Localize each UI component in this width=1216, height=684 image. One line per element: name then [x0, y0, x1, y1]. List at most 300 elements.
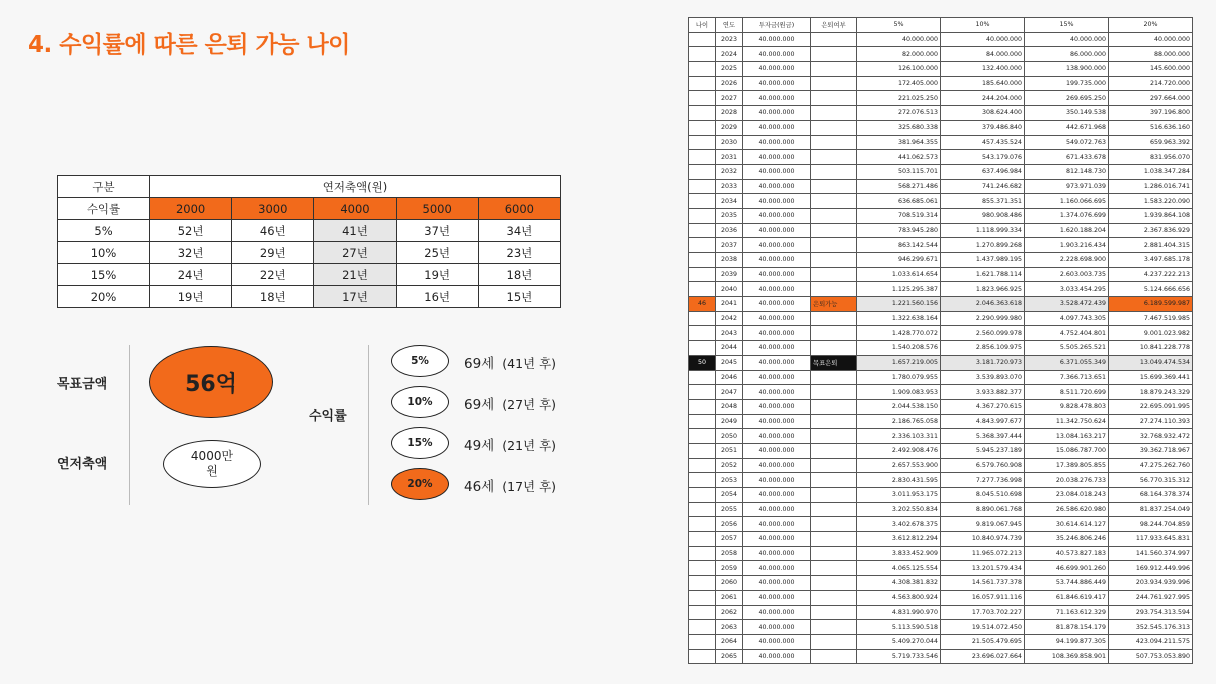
- table-cell: 13.084.163.217: [1025, 429, 1109, 444]
- table-cell: 671.433.678: [1025, 150, 1109, 165]
- table-row: [689, 532, 1193, 547]
- annual-saving-unit: 원: [206, 464, 218, 478]
- table-cell: [811, 253, 857, 268]
- table-cell: 4.367.270.615: [941, 399, 1025, 414]
- annual-saving-oval: [163, 440, 261, 488]
- table-cell: 2064: [716, 634, 743, 649]
- table-cell: 3.612.812.294: [857, 532, 941, 547]
- table-row: [689, 76, 1193, 91]
- table-cell: 2051: [716, 443, 743, 458]
- table-cell: 973.971.039: [1025, 179, 1109, 194]
- table-cell: 40.000.000: [743, 576, 811, 591]
- table-cell: [689, 649, 716, 664]
- rate-label: 수익률: [58, 198, 150, 220]
- table-cell: [811, 311, 857, 326]
- table-cell: 46: [689, 297, 716, 312]
- table-cell: 543.179.076: [941, 150, 1025, 165]
- annual-saving-label: 연저축액: [57, 457, 108, 472]
- table-cell: 10.841.228.778: [1109, 341, 1193, 356]
- table-cell: 503.115.701: [857, 164, 941, 179]
- table-cell: 18.879.243.329: [1109, 385, 1193, 400]
- years-cell: 34년: [478, 220, 560, 242]
- table-row: [689, 576, 1193, 591]
- table-cell: 40.000.000: [743, 458, 811, 473]
- table-row: [689, 47, 1193, 62]
- table-cell: 2053: [716, 473, 743, 488]
- table-cell: 2.881.404.315: [1109, 238, 1193, 253]
- table-cell: 2048: [716, 399, 743, 414]
- table-cell: 3.011.953.175: [857, 488, 941, 503]
- table-row: [689, 120, 1193, 135]
- table-cell: 40.000.000: [857, 32, 941, 47]
- table-cell: [689, 106, 716, 121]
- table-row: [689, 429, 1193, 444]
- table-cell: 2050: [716, 429, 743, 444]
- table-cell: 82.000.000: [857, 47, 941, 62]
- years-cell: 41년: [314, 220, 396, 242]
- table-cell: 1.620.188.204: [1025, 223, 1109, 238]
- table-cell: 2.856.109.975: [941, 341, 1025, 356]
- years-cell: 17년: [314, 286, 396, 308]
- years-cell: 15년: [478, 286, 560, 308]
- table-cell: 40.000.000: [743, 76, 811, 91]
- rate-pill: 5%: [391, 345, 449, 377]
- table-cell: 9.819.067.945: [941, 517, 1025, 532]
- table-row: [689, 473, 1193, 488]
- table-cell: 381.964.355: [857, 135, 941, 150]
- table-cell: 2042: [716, 311, 743, 326]
- table-cell: 269.695.250: [1025, 91, 1109, 106]
- table-cell: 94.199.877.305: [1025, 634, 1109, 649]
- table-cell: 516.636.160: [1109, 120, 1193, 135]
- table-cell: [689, 120, 716, 135]
- table-cell: 35.246.806.246: [1025, 532, 1109, 547]
- table-cell: [811, 532, 857, 547]
- table-cell: 1.909.083.953: [857, 385, 941, 400]
- table-cell: 507.753.053.890: [1109, 649, 1193, 664]
- table-cell: [689, 91, 716, 106]
- years-after: (41년 후): [502, 356, 557, 371]
- table-cell: 40.000.000: [743, 341, 811, 356]
- table-cell: 20.038.276.733: [1025, 473, 1109, 488]
- table-cell: [811, 399, 857, 414]
- table-cell: 7.277.736.998: [941, 473, 1025, 488]
- target-amount-label: 목표금액: [57, 377, 108, 392]
- table-cell: [811, 605, 857, 620]
- table-cell: 2030: [716, 135, 743, 150]
- table-cell: 2036: [716, 223, 743, 238]
- table-cell: 40.000.000: [743, 106, 811, 121]
- table-cell: 40.000.000: [743, 91, 811, 106]
- table-row: [689, 150, 1193, 165]
- table-row: [689, 517, 1193, 532]
- table-cell: 40.000.000: [743, 179, 811, 194]
- rate-cell: 5%: [58, 220, 150, 242]
- retire-age: 49세: [464, 438, 495, 454]
- table-cell: 40.000.000: [743, 429, 811, 444]
- table-cell: 1.780.079.955: [857, 370, 941, 385]
- table-row: [689, 326, 1193, 341]
- table-cell: [689, 370, 716, 385]
- table-cell: 13.201.579.434: [941, 561, 1025, 576]
- table-cell: [811, 502, 857, 517]
- table-cell: 39.362.718.967: [1109, 443, 1193, 458]
- table-row: [689, 590, 1193, 605]
- table-cell: 40.000.000: [743, 223, 811, 238]
- table-cell: 40.000.000: [743, 297, 811, 312]
- amount-cell: 5000: [396, 198, 478, 220]
- table-cell: 40.000.000: [743, 32, 811, 47]
- table-cell: 71.163.612.329: [1025, 605, 1109, 620]
- table-cell: [689, 267, 716, 282]
- table-cell: 185.640.000: [941, 76, 1025, 91]
- column-header: 나이: [689, 18, 716, 33]
- table-cell: [689, 208, 716, 223]
- table-cell: [811, 76, 857, 91]
- table-cell: 1.160.066.695: [1025, 194, 1109, 209]
- table-cell: 1.428.770.072: [857, 326, 941, 341]
- table-row: [689, 605, 1193, 620]
- table-cell: 40.000.000: [743, 532, 811, 547]
- table-cell: [689, 502, 716, 517]
- table-cell: 169.912.449.996: [1109, 561, 1193, 576]
- table-cell: 2023: [716, 32, 743, 47]
- column-header: 5%: [857, 18, 941, 33]
- table-cell: 81.837.254.049: [1109, 502, 1193, 517]
- table-cell: 2033: [716, 179, 743, 194]
- table-cell: 2.657.553.900: [857, 458, 941, 473]
- target-amount-oval: [149, 346, 273, 418]
- table-cell: 11.342.750.624: [1025, 414, 1109, 429]
- table-cell: [689, 341, 716, 356]
- table-cell: 5.124.666.656: [1109, 282, 1193, 297]
- table-row: [689, 488, 1193, 503]
- retire-age-row: [464, 352, 556, 372]
- table-row: [689, 370, 1193, 385]
- years-cell: 21년: [314, 264, 396, 286]
- table-cell: 2057: [716, 532, 743, 547]
- table-cell: 2063: [716, 620, 743, 635]
- table-cell: 2024: [716, 47, 743, 62]
- table-cell: [689, 150, 716, 165]
- table-cell: [689, 488, 716, 503]
- table-cell: 40.000.000: [743, 253, 811, 268]
- table-cell: 637.496.984: [941, 164, 1025, 179]
- table-cell: 5.945.237.189: [941, 443, 1025, 458]
- table-cell: [689, 634, 716, 649]
- table-cell: 47.275.262.760: [1109, 458, 1193, 473]
- rate-pill: 10%: [391, 386, 449, 418]
- table-row: [689, 267, 1193, 282]
- table-cell: 81.878.154.179: [1025, 620, 1109, 635]
- table-cell: 244.761.927.995: [1109, 590, 1193, 605]
- years-after: (27년 후): [502, 397, 557, 412]
- table-row: [689, 620, 1193, 635]
- table-cell: 244.204.000: [941, 91, 1025, 106]
- table-cell: [811, 370, 857, 385]
- table-cell: 2039: [716, 267, 743, 282]
- table-cell: 1.038.347.284: [1109, 164, 1193, 179]
- table-cell: [811, 620, 857, 635]
- table-cell: [689, 194, 716, 209]
- table-cell: [689, 326, 716, 341]
- table-cell: 40.000.000: [743, 620, 811, 635]
- table-cell: [689, 135, 716, 150]
- table-cell: 2065: [716, 649, 743, 664]
- table-cell: [811, 194, 857, 209]
- table-cell: 2037: [716, 238, 743, 253]
- table-row: [689, 106, 1193, 121]
- retire-age-row: [464, 475, 556, 495]
- table-cell: 297.664.000: [1109, 91, 1193, 106]
- table-cell: 2.560.099.978: [941, 326, 1025, 341]
- table-cell: 397.196.800: [1109, 106, 1193, 121]
- table-cell: 708.519.314: [857, 208, 941, 223]
- table-cell: 3.202.550.834: [857, 502, 941, 517]
- table-cell: 199.735.000: [1025, 76, 1109, 91]
- table-cell: [689, 62, 716, 77]
- table-cell: 2.046.363.618: [941, 297, 1025, 312]
- table-cell: 40.000.000: [743, 517, 811, 532]
- table-row: [689, 443, 1193, 458]
- table-cell: [689, 620, 716, 635]
- table-cell: [689, 385, 716, 400]
- table-cell: 2.492.908.476: [857, 443, 941, 458]
- table-cell: [811, 179, 857, 194]
- table-cell: [811, 341, 857, 356]
- table-cell: 2.228.698.900: [1025, 253, 1109, 268]
- table-cell: 2049: [716, 414, 743, 429]
- table-cell: 2028: [716, 106, 743, 121]
- years-cell: 29년: [232, 242, 314, 264]
- table-cell: 308.624.400: [941, 106, 1025, 121]
- table-cell: 549.072.763: [1025, 135, 1109, 150]
- table-cell: 40.000.000: [743, 47, 811, 62]
- retire-age: 46세: [464, 479, 495, 495]
- table-cell: [689, 443, 716, 458]
- table-cell: 3.933.882.377: [941, 385, 1025, 400]
- years-cell: 25년: [396, 242, 478, 264]
- table-cell: 23.084.018.243: [1025, 488, 1109, 503]
- table-cell: 40.000.000: [743, 62, 811, 77]
- table-row: [689, 282, 1193, 297]
- table-cell: 16.057.911.116: [941, 590, 1025, 605]
- table-cell: [811, 62, 857, 77]
- years-cell: 46년: [232, 220, 314, 242]
- table-cell: 88.000.000: [1109, 47, 1193, 62]
- table-cell: [689, 473, 716, 488]
- table-cell: 2062: [716, 605, 743, 620]
- table-cell: 1.437.989.195: [941, 253, 1025, 268]
- table-cell: 457.435.524: [941, 135, 1025, 150]
- table-cell: [689, 458, 716, 473]
- table-cell: [811, 267, 857, 282]
- table-cell: 783.945.280: [857, 223, 941, 238]
- retire-age: 69세: [464, 356, 495, 372]
- table-row: [689, 208, 1193, 223]
- table-cell: 7.467.519.985: [1109, 311, 1193, 326]
- table-cell: [811, 91, 857, 106]
- table-cell: 350.149.538: [1025, 106, 1109, 121]
- table-cell: 1.657.219.005: [857, 355, 941, 370]
- table-cell: 40.000.000: [743, 150, 811, 165]
- rate-cell: 20%: [58, 286, 150, 308]
- table-cell: 3.539.893.070: [941, 370, 1025, 385]
- table-cell: 2.830.431.595: [857, 473, 941, 488]
- table-cell: 목표은퇴: [811, 355, 857, 370]
- table-cell: 831.956.070: [1109, 150, 1193, 165]
- table-cell: 2040: [716, 282, 743, 297]
- table-cell: 7.366.713.651: [1025, 370, 1109, 385]
- table-cell: 863.142.544: [857, 238, 941, 253]
- table-cell: 2031: [716, 150, 743, 165]
- years-cell: 18년: [232, 286, 314, 308]
- table-row: [689, 253, 1193, 268]
- table-cell: [811, 458, 857, 473]
- table-cell: 40.573.827.183: [1025, 546, 1109, 561]
- table-row: [689, 385, 1193, 400]
- header-group: 연저축액(원): [150, 176, 561, 198]
- table-cell: 9.001.023.982: [1109, 326, 1193, 341]
- table-cell: 2061: [716, 590, 743, 605]
- table-cell: 145.600.000: [1109, 62, 1193, 77]
- table-cell: [811, 429, 857, 444]
- column-header: 은퇴여부: [811, 18, 857, 33]
- table-cell: 5.368.397.444: [941, 429, 1025, 444]
- table-cell: [811, 150, 857, 165]
- table-cell: 5.719.733.546: [857, 649, 941, 664]
- table-cell: [811, 326, 857, 341]
- table-cell: [811, 164, 857, 179]
- table-cell: [689, 399, 716, 414]
- table-cell: 1.118.999.334: [941, 223, 1025, 238]
- table-cell: 2.290.999.980: [941, 311, 1025, 326]
- table-row: [689, 297, 1193, 312]
- years-cell: 16년: [396, 286, 478, 308]
- table-cell: 22.695.091.995: [1109, 399, 1193, 414]
- table-cell: 23.696.027.664: [941, 649, 1025, 664]
- table-cell: [689, 282, 716, 297]
- table-cell: 2029: [716, 120, 743, 135]
- table-cell: 441.062.573: [857, 150, 941, 165]
- table-cell: 40.000.000: [743, 546, 811, 561]
- table-cell: 17.703.702.227: [941, 605, 1025, 620]
- years-cell: 27년: [314, 242, 396, 264]
- table-row: [689, 341, 1193, 356]
- table-cell: 61.846.619.417: [1025, 590, 1109, 605]
- table-cell: 40.000.000: [743, 238, 811, 253]
- table-cell: [689, 429, 716, 444]
- table-cell: 2059: [716, 561, 743, 576]
- column-header: 15%: [1025, 18, 1109, 33]
- table-cell: 3.402.678.375: [857, 517, 941, 532]
- table-cell: 40.000.000: [743, 311, 811, 326]
- table-cell: 26.586.620.980: [1025, 502, 1109, 517]
- table-row: [689, 355, 1193, 370]
- years-cell: 24년: [150, 264, 232, 286]
- table-cell: 40.000.000: [743, 355, 811, 370]
- table-cell: 1.125.295.387: [857, 282, 941, 297]
- table-cell: 4.308.381.832: [857, 576, 941, 591]
- table-cell: 2034: [716, 194, 743, 209]
- table-cell: 2052: [716, 458, 743, 473]
- years-cell: 32년: [150, 242, 232, 264]
- table-header-row: [689, 18, 1193, 33]
- table-cell: 15.086.787.700: [1025, 443, 1109, 458]
- table-cell: 2038: [716, 253, 743, 268]
- table-cell: 40.000.000: [743, 634, 811, 649]
- table-cell: 40.000.000: [743, 120, 811, 135]
- table-row: [689, 502, 1193, 517]
- table-cell: [811, 649, 857, 664]
- table-row: [689, 62, 1193, 77]
- table-cell: 203.934.939.996: [1109, 576, 1193, 591]
- target-amount-value: 56억: [185, 371, 237, 397]
- table-cell: 40.000.000: [743, 326, 811, 341]
- table-cell: 40.000.000: [941, 32, 1025, 47]
- table-row: [689, 179, 1193, 194]
- table-row: [689, 649, 1193, 664]
- table-cell: 40.000.000: [743, 561, 811, 576]
- table-cell: 40.000.000: [743, 502, 811, 517]
- table-cell: 3.833.452.909: [857, 546, 941, 561]
- table-cell: 221.025.250: [857, 91, 941, 106]
- years-after: (17년 후): [502, 479, 557, 494]
- amount-row: [58, 198, 561, 220]
- table-cell: 8.511.720.699: [1025, 385, 1109, 400]
- table-cell: 6.189.599.987: [1109, 297, 1193, 312]
- table-cell: [689, 223, 716, 238]
- table-cell: [689, 605, 716, 620]
- table-cell: 40.000.000: [743, 443, 811, 458]
- annual-saving-value: 4000만: [190, 449, 234, 463]
- table-cell: 4.843.997.677: [941, 414, 1025, 429]
- table-cell: [811, 32, 857, 47]
- table-cell: 40.000.000: [743, 488, 811, 503]
- table-cell: 1.583.220.090: [1109, 194, 1193, 209]
- table-cell: [689, 47, 716, 62]
- table-cell: 40.000.000: [743, 208, 811, 223]
- table-cell: [811, 576, 857, 591]
- table-cell: 27.274.110.393: [1109, 414, 1193, 429]
- table-cell: 3.181.720.973: [941, 355, 1025, 370]
- table-cell: 141.560.374.997: [1109, 546, 1193, 561]
- table-cell: 9.828.478.803: [1025, 399, 1109, 414]
- table-cell: 946.299.671: [857, 253, 941, 268]
- table-cell: [689, 311, 716, 326]
- table-cell: 40.000.000: [743, 473, 811, 488]
- table-row: [689, 414, 1193, 429]
- table-cell: 6.371.055.349: [1025, 355, 1109, 370]
- table-cell: 1.540.208.576: [857, 341, 941, 356]
- table-cell: [689, 576, 716, 591]
- column-header: 10%: [941, 18, 1025, 33]
- table-cell: [689, 517, 716, 532]
- table-cell: 2.367.836.929: [1109, 223, 1193, 238]
- table-cell: [811, 590, 857, 605]
- table-row: [58, 286, 561, 308]
- table-cell: 2056: [716, 517, 743, 532]
- amount-cell: 2000: [150, 198, 232, 220]
- table-cell: 172.405.000: [857, 76, 941, 91]
- table-cell: 1.221.560.156: [857, 297, 941, 312]
- table-row: [689, 223, 1193, 238]
- table-cell: [689, 414, 716, 429]
- rate-cell: 10%: [58, 242, 150, 264]
- table-cell: 46.699.901.260: [1025, 561, 1109, 576]
- table-cell: 8.890.061.768: [941, 502, 1025, 517]
- years-cell: 52년: [150, 220, 232, 242]
